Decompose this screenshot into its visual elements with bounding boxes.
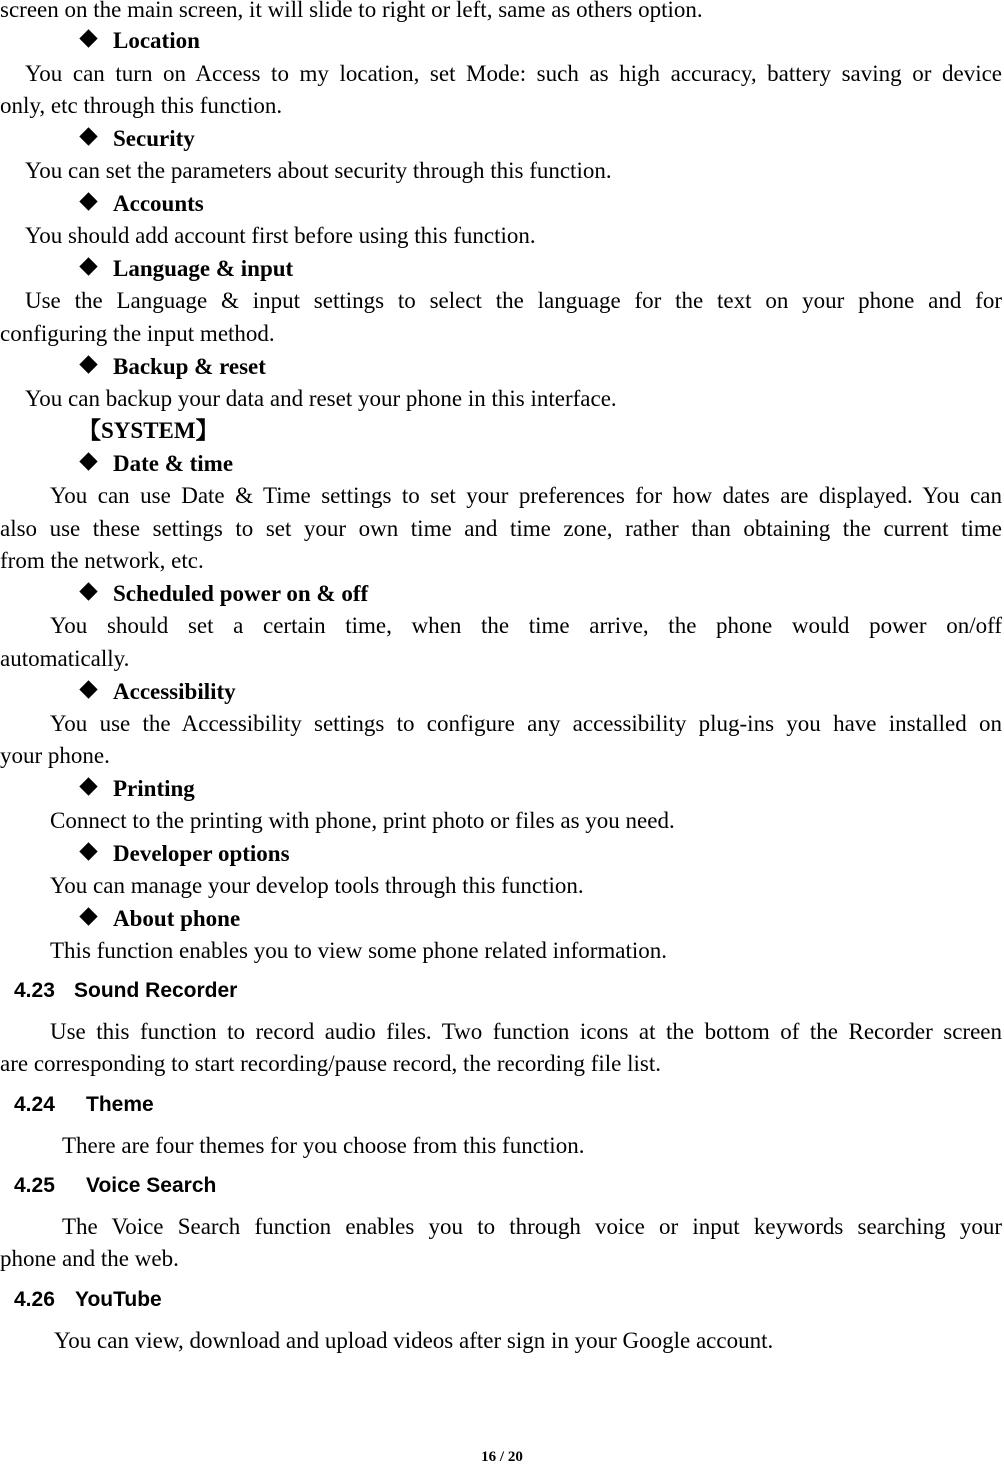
text-line: screen on the main screen, it will slide to right or left, same as others option. — [0, 0, 703, 22]
bullet-title: Developer options — [113, 841, 290, 866]
bullet-security — [78, 125, 195, 153]
text-line: only, etc through this function. — [0, 93, 283, 118]
diamond-bullet-icon — [79, 257, 97, 275]
bullet-title: Location — [113, 28, 200, 53]
bullet-date-time — [78, 450, 233, 478]
text-line: You can view, download and upload videos after sign in your Google account. — [54, 1328, 774, 1353]
text-line: You can manage your develop tools through this function. — [50, 873, 584, 898]
bullet-scheduled-power — [78, 580, 368, 608]
bullet-title: Backup & reset — [113, 354, 266, 379]
section-title: Sound Recorder — [74, 979, 238, 1002]
system-heading: 【SYSTEM】 — [78, 418, 219, 443]
text-line: Use the Language & input settings to select the language for the text on your phone and for — [25, 288, 1002, 313]
section-number: 4.24 — [14, 1093, 55, 1116]
text-line: You use the Accessibility settings to configure any accessibility plug-ins you have installed on — [50, 711, 1002, 736]
bullet-title: Security — [113, 126, 195, 151]
bullet-title: Accessibility — [113, 679, 236, 704]
bullet-title: Accounts — [113, 191, 204, 216]
section-heading-4-26 — [14, 1286, 162, 1314]
diamond-bullet-icon — [79, 127, 97, 145]
bullet-about-phone — [78, 905, 240, 933]
bullet-developer-options — [78, 840, 290, 868]
text-line: are corresponding to start recording/pause record, the recording file list. — [0, 1051, 662, 1076]
text-line: automatically. — [0, 646, 130, 671]
text-line: You should add account first before using this function. — [25, 223, 536, 248]
text-line: You can use Date & Time settings to set your preferences for how dates are displayed. You can — [50, 483, 1002, 508]
text-line: The Voice Search function enables you to through voice or input keywords searching your — [62, 1214, 1002, 1239]
section-title: Voice Search — [86, 1174, 217, 1197]
bullet-location — [78, 27, 200, 55]
section-number: 4.25 — [14, 1174, 55, 1197]
text-line: You can turn on Access to my location, set Mode: such as high accuracy, battery saving or device — [25, 61, 1002, 86]
page-number: 16 / 20 — [481, 1449, 523, 1465]
bullet-accounts — [78, 190, 204, 218]
diamond-bullet-icon — [79, 29, 97, 47]
bullet-accessibility — [78, 678, 236, 706]
text-line: phone and the web. — [0, 1246, 179, 1271]
text-line: Use this function to record audio files. Two function icons at the bottom of the Recorder screen — [50, 1019, 1002, 1044]
diamond-bullet-icon — [79, 777, 97, 795]
section-heading-4-23 — [14, 977, 237, 1005]
diamond-bullet-icon — [79, 842, 97, 860]
diamond-bullet-icon — [79, 582, 97, 600]
text-line: You can set the parameters about security through this function. — [25, 158, 612, 183]
text-line: You should set a certain time, when the time arrive, the phone would power on/off — [50, 613, 1002, 638]
section-title: YouTube — [75, 1288, 162, 1311]
section-number: 4.23 — [14, 979, 55, 1002]
section-heading-4-25 — [14, 1172, 216, 1200]
text-line: your phone. — [0, 743, 110, 768]
diamond-bullet-icon — [79, 452, 97, 470]
diamond-bullet-icon — [79, 907, 97, 925]
bullet-title: Date & time — [113, 451, 234, 476]
text-line: This function enables you to view some phone related information. — [50, 938, 668, 963]
diamond-bullet-icon — [79, 355, 97, 373]
bullet-title: Printing — [113, 776, 195, 801]
section-title: Theme — [86, 1093, 154, 1116]
text-line: configuring the input method. — [0, 321, 275, 346]
section-number: 4.26 — [14, 1288, 55, 1311]
text-line: There are four themes for you choose from this function. — [62, 1133, 585, 1158]
text-line: from the network, etc. — [0, 548, 204, 573]
bullet-printing — [78, 775, 195, 803]
text-line: You can backup your data and reset your phone in this interface. — [25, 386, 617, 411]
bullet-title: Language & input — [113, 256, 294, 281]
diamond-bullet-icon — [79, 192, 97, 210]
text-line: also use these settings to set your own time and time zone, rather than obtaining the current time — [0, 516, 1002, 541]
diamond-bullet-icon — [79, 680, 97, 698]
bullet-backup-reset — [78, 353, 266, 381]
text-line: Connect to the printing with phone, print photo or files as you need. — [50, 808, 675, 833]
section-heading-4-24 — [14, 1091, 154, 1119]
bullet-title: About phone — [113, 906, 241, 931]
bullet-title: Scheduled power on & off — [113, 581, 369, 606]
bullet-language-input — [78, 255, 293, 283]
